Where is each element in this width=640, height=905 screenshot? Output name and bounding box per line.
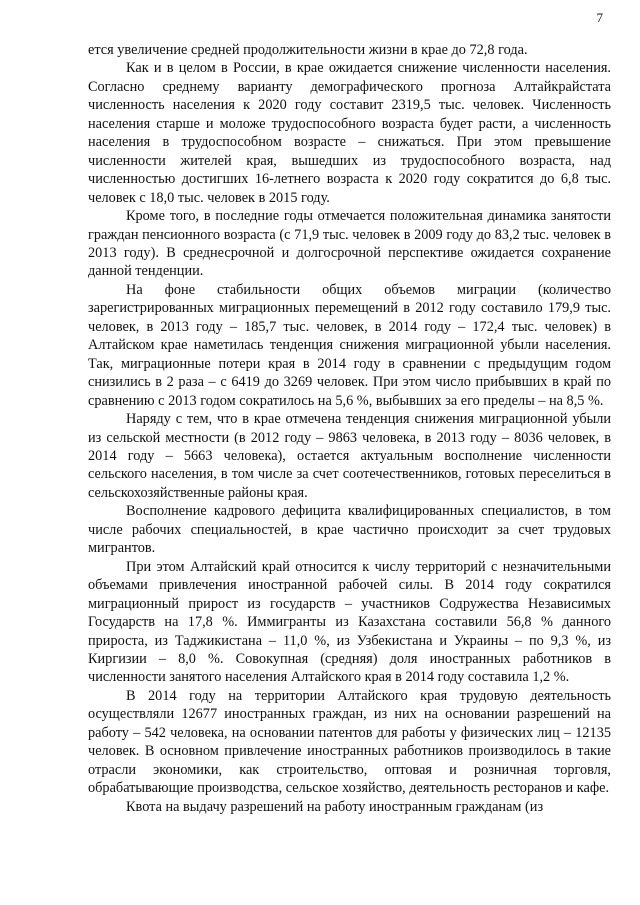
paragraph-migration-volumes: На фоне стабильности общих объемов миграции (количество зарегистрированных миграционных перемещений в 2012 году составило 179,9 тыс. человек, в 2013 году – 185,7 тыс. человек, в 2014 году – 172,4 тыс. человек) в Алтайском крае наметилась тенденция снижения миграционной убыли населения. Так, миграционные потери края в 2014 году в сравнении с предыдущим годом снизились в 2 раза – с 6419 до 3269 человек. При этом число прибывших в край по сравнению с 2013 годом сократилось на 5,6 %, выбывших за его пределы – на 8,5 %. (88, 281, 611, 409)
paragraph-population-forecast: Как и в целом в России, в крае ожидается снижение численности населения. Согласно среднему варианту демографического прогноза Алтайкрайстата численность населения к 2020 году составит 2319,5 тыс. человек. Численность населения старше и моложе трудоспособного возраста будет расти, а численность населения в трудоспособном возрасте – снижаться. При этом превышение численности жителей края, вышедших из трудоспособного возраста, над численностью достигших 16-летнего возраста к 2020 году сократится до 6,8 тыс. человек с 18,0 тыс. человек в 2015 году. (88, 60, 611, 206)
paragraph-foreign-workers-2014: В 2014 году на территории Алтайского края трудовую деятельность осуществляли 12677 иностранных граждан, из них на основании разрешений на работу – 542 человека, на основании патентов для работы у физических лиц – 12135 человек. В основном привлечение иностранных работников производилось в такие отрасли экономики, как строительство, оптовая и розничная торговля, обрабатывающие производства, сельское хозяйство, деятельность ресторанов и кафе. (88, 687, 611, 797)
paragraph-pensioner-employment: Кроме того, в последние годы отмечается положительная динамика занятости граждан пенсионного возраста (с 71,9 тыс. человек в 2009 году до 83,2 тыс. человек в 2013 году). В среднесрочной и долгосрочной перспективе ожидается сохранение данной тенденции. (88, 208, 611, 280)
paragraph-labor-deficit: Восполнение кадрового дефицита квалифицированных специалистов, в том числе рабочих специальностей, в крае частично происходит за счет трудовых мигрантов. (88, 503, 611, 557)
paragraph-foreign-workforce: При этом Алтайский край относится к числу территорий с незначительными объемами привлечения иностранной рабочей силы. В 2014 году сократился миграционный прирост из государств – участников Содружества Независимых Государств на 17,8 %. Иммигранты из Казахстана составили 56,8 % данного прироста, из Таджикистана – 11,0 %, из Узбекистана и Украины – по 9,3 %, из Киргизии – 8,0 %. Совокупная (средняя) доля иностранных работников в численности занятого населения Алтайского края в 2014 году составила 1,2 %. (88, 558, 611, 686)
paragraph-continuation: ется увеличение средней продолжительности жизни в крае до 72,8 года. (88, 42, 528, 58)
page-number: 7 (596, 10, 603, 25)
document-body (88, 41, 611, 816)
paragraph-rural-migration: Наряду с тем, что в крае отмечена тенденция снижения миграционной убыли из сельской местности (в 2012 году – 9863 человека, в 2013 году – 8036 человек, в 2014 году – 5663 человека), остается актуальным восполнение численности сельского населения, в том числе за счет соотечественников, готовых переселиться в сельскохозяйственные районы края. (88, 411, 611, 501)
paragraph-work-permit-quota: Квота на выдачу разрешений на работу иностранным гражданам (из (126, 798, 544, 815)
